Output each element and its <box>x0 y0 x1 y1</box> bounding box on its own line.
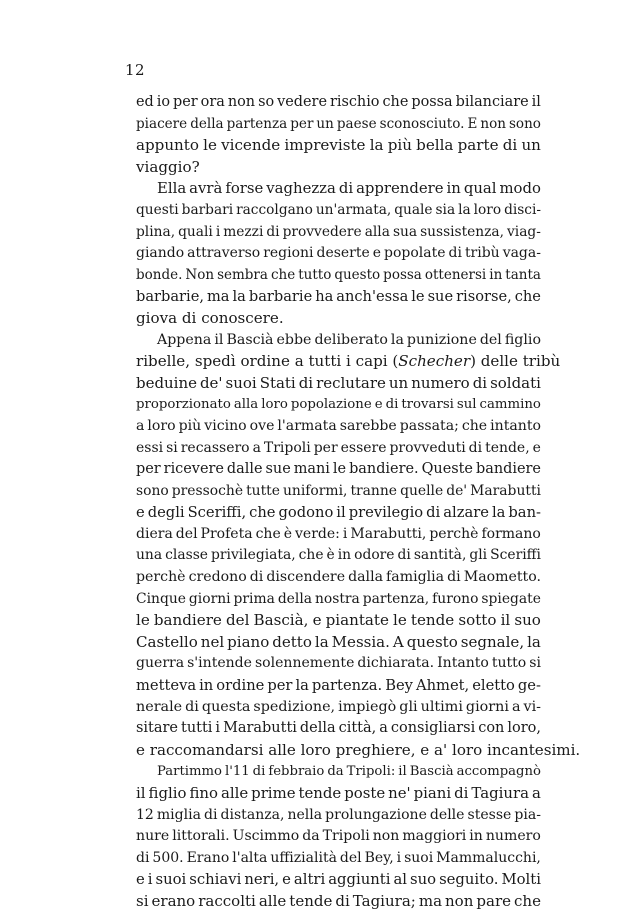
text-line: guerra s'intende solennemente dichiarata. Intanto tutto si <box>136 655 541 672</box>
text-line: diera del Profeta che è verde: i Marabutti, perchè formano <box>136 525 541 542</box>
text-segment: ribelle, spedì ordine a tutti i capi ( <box>136 352 399 371</box>
text-line: sono pressochè tutte uniformi, tranne quelle de' Marabutti <box>136 482 541 499</box>
text-line: beduine de' suoi Stati di reclutare un numero di soldati <box>136 373 541 392</box>
text-line: e raccomandarsi alle loro preghiere, e a' loro incantesimi. <box>136 740 581 759</box>
italic-term: Schecher <box>398 352 471 371</box>
text-segment: ) delle tribù <box>470 352 561 371</box>
text-line: le bandiere del Bascià, e piantate le tende sotto il suo <box>136 611 541 630</box>
text-line: il figlio fino alle prime tende poste ne' piani di Tagiura a <box>136 784 541 802</box>
text-line: una classe privilegiata, che è in odore di santità, gli Sceriffi <box>136 547 541 564</box>
text-line: perchè credono di discendere dalla famiglia di Maometto. <box>136 569 541 586</box>
text-line: Cinque giorni prima della nostra partenza, furono spiegate <box>136 590 541 607</box>
text-line: plina, quali i mezzi di provvedere alla sua sussistenza, viag- <box>136 223 541 240</box>
text-line: piacere della partenza per un paese sconosciuto. E non sono <box>136 115 541 132</box>
body-text <box>136 92 581 913</box>
text-line: nerale di questa spedizione, impiegò gli ultimi giorni a vi- <box>136 698 541 715</box>
text-line: di 500. Erano l'alta uffizialità del Bey, i suoi Mammalucchi, <box>136 849 541 866</box>
text-line: 12 miglia di distanza, nella prolungazione delle stesse pia- <box>136 806 541 823</box>
text-line: appunto le vicende impreviste la più bella parte di un <box>136 136 541 155</box>
text-line: giova di conoscere. <box>136 308 284 327</box>
text-line: questi barbari raccolgano un'armata, quale sia la loro disci- <box>136 201 541 218</box>
text-line: ed io per ora non so vedere rischio che possa bilanciare il <box>136 94 541 110</box>
text-line: Castello nel piano detto la Messia. A questo segnale, la <box>136 632 541 651</box>
text-line: viaggio? <box>136 157 200 176</box>
text-line: per ricevere dalle sue mani le bandiere. Queste bandiere <box>136 461 541 478</box>
paragraph-3 <box>136 330 581 762</box>
paragraph-4 <box>136 761 541 912</box>
text-line: Partimmo l'11 di febbraio da Tripoli: il Bascià accompagnò <box>157 764 541 780</box>
text-line: proporzionato alla loro popolazione e di trovarsi sul cammino <box>136 397 541 413</box>
paragraph-1 <box>136 92 541 178</box>
text-line: si erano raccolti alle tende di Tagiura; ma non pare che <box>136 891 541 910</box>
text-line: barbarie, ma la barbarie ha anch'essa le sue risorse, che <box>136 288 541 306</box>
page-number: 12 <box>125 61 146 79</box>
text-line: e i suoi schiavi neri, e altri aggiunti al suo seguito. Molti <box>136 871 541 889</box>
text-line-with-italic <box>136 351 561 373</box>
text-line: essi si recassero a Tripoli per essere provveduti di tende, e <box>136 439 541 456</box>
text-line: e degli Sceriffi, che godono il previlegio di alzare la ban- <box>136 504 541 522</box>
text-line: sitare tutti i Marabutti della città, a consigliarsi con loro, <box>136 720 541 737</box>
text-line: nure littorali. Uscimmo da Tripoli non maggiori in numero <box>136 828 541 845</box>
text-line: bonde. Non sembra che tutto questo possa ottenersi in tanta <box>136 266 541 283</box>
text-line: Appena il Bascià ebbe deliberato la punizione del figlio <box>157 331 541 348</box>
text-line: a loro più vicino ove l'armata sarebbe passata; che intanto <box>136 417 541 434</box>
text-line: metteva in ordine per la partenza. Bey Ahmet, eletto ge- <box>136 677 541 695</box>
paragraph-2 <box>136 178 541 329</box>
text-line: Ella avrà forse vaghezza di apprendere in qual modo <box>157 179 541 198</box>
text-line: giando attraverso regioni deserte e popolate di tribù vaga- <box>136 245 541 262</box>
